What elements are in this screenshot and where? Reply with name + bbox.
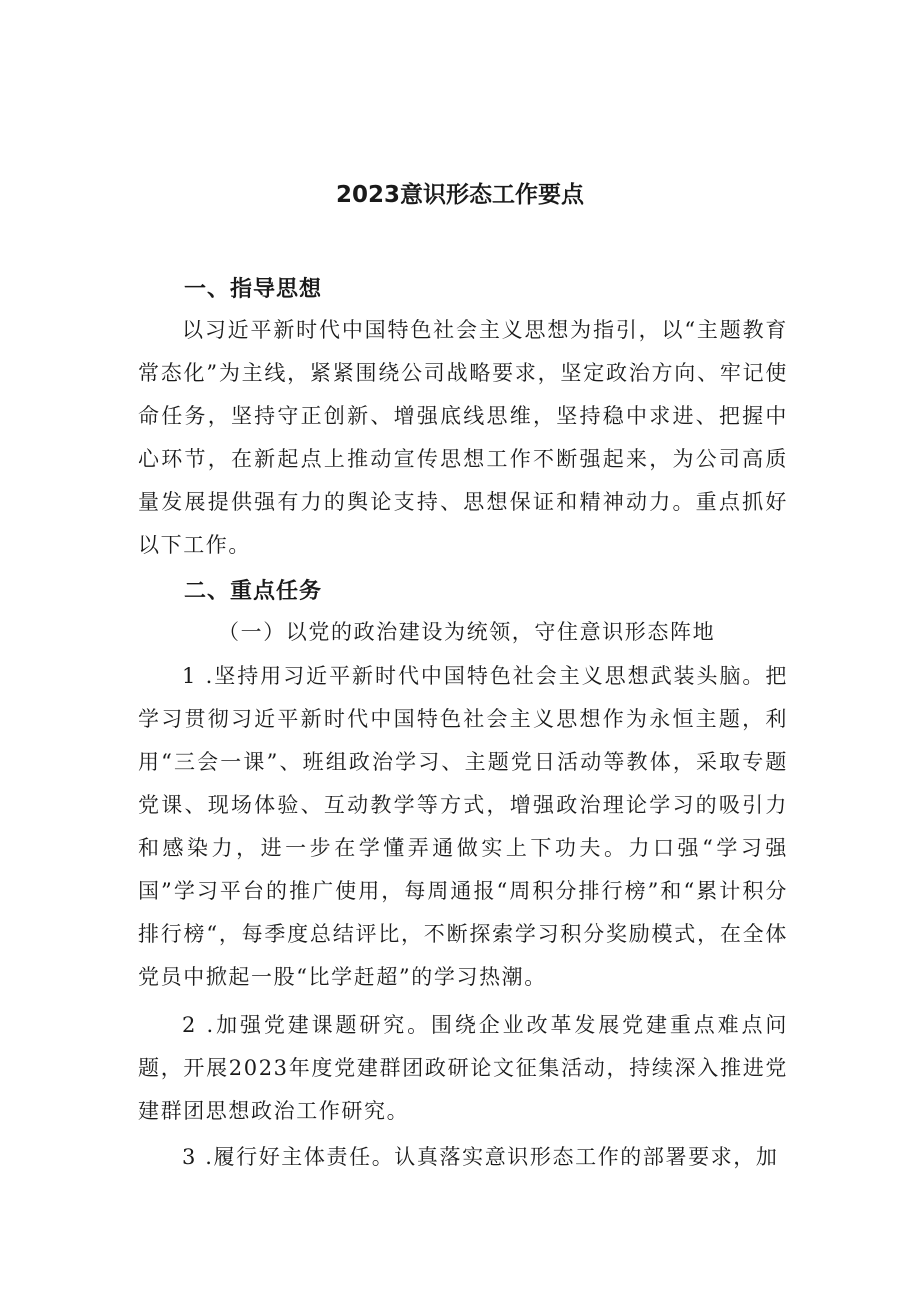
subsection-heading-party-political-building: （一）以党的政治建设为统领，守住意识形态阵地 bbox=[218, 620, 716, 644]
paragraph-guiding-ideology: 以习近平新时代中国特色社会主义思想为指引，以“主题教育常态化”为主线，紧紧围绕公司战略要求，坚定政治方向、牢记使命任务，坚持守正创新、增强底线思维，坚持稳中求进、把握中心环节，在新起点上推动宣传思想工作不断强起来，为公司高质量发展提供强有力的舆论支持、思想保证和精神动力。重点抓好以下工作。 bbox=[138, 318, 788, 557]
paragraph-item-3: 3 .履行好主体责任。认真落实意识形态工作的部署要求，加 bbox=[182, 1145, 779, 1169]
paragraph-item-1: 1 .坚持用习近平新时代中国特色社会主义思想武装头脑。把学习贯彻习近平新时代中国特色社会主义思想作为永恒主题，利用“三会一课”、班组政治学习、主题党日活动等教体，采取专题党课、现场体验、互动教学等方式，增强政治理论学习的吸引力和感染力，进一步在学懂弄通做实上下功夫。力口强“学习强国”学习平台的推广使用，每周通报“周积分排行榜”和“累计积分排行榜“，每季度总结评比，不断探索学习积分奖励模式，在全体党员中掀起一股“比学赶超”的学习热潮。 bbox=[138, 664, 788, 989]
document-title: 2023意识形态工作要点 bbox=[335, 182, 584, 208]
paragraph-item-2: 2 .加强党建课题研究。围绕企业改革发展党建重点难点问题，开展2023年度党建群团政研论文征集活动，持续深入推进党建群团思想政治工作研究。 bbox=[138, 1013, 788, 1123]
section-heading-guiding-ideology: 一、指导思想 bbox=[184, 277, 323, 302]
section-heading-key-tasks: 二、重点任务 bbox=[184, 579, 323, 604]
